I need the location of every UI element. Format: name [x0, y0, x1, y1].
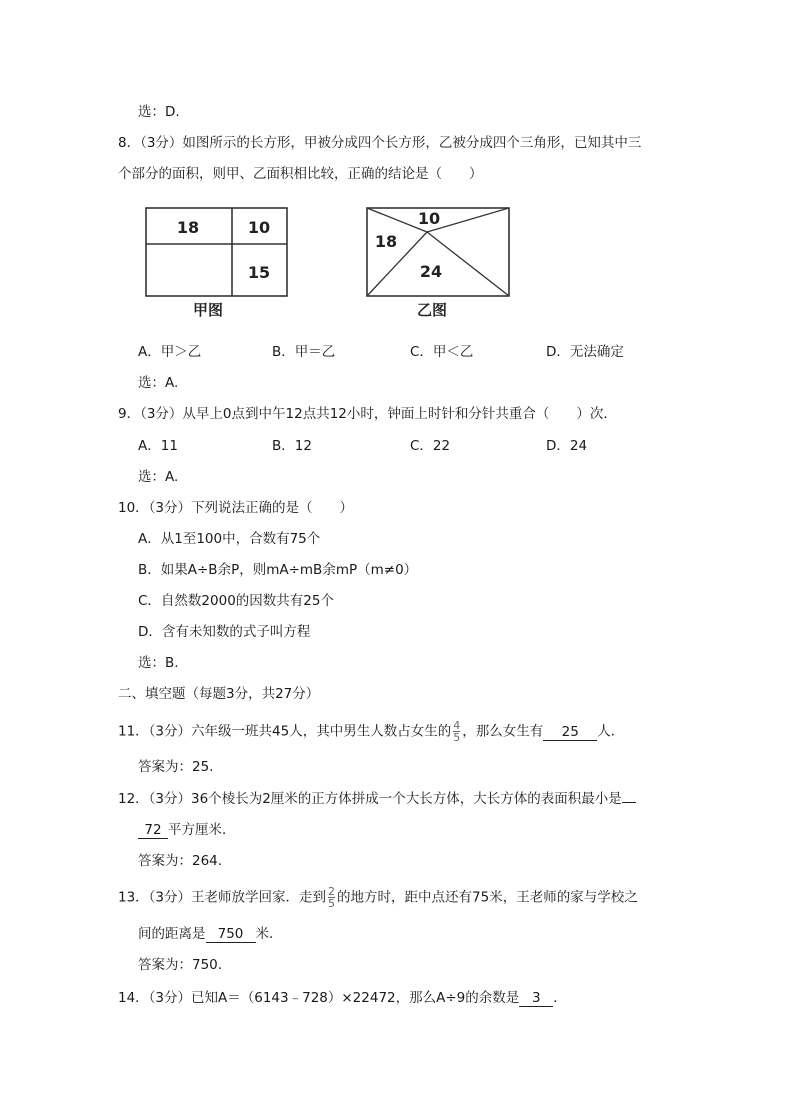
q14-stem [118, 989, 567, 1007]
q13-answer: 答案为：750. [138, 957, 223, 973]
q10-option-b: B．如果A÷B余P，则mA÷mB余mP（m≠0） [138, 562, 418, 578]
q13-text-pre: 13．（3分）王老师放学回家．走到 [118, 889, 327, 906]
figure-jia-value-10: 10 [247, 218, 271, 237]
q11-fraction [453, 720, 460, 743]
q14-text-pre: 14．（3分）已知A＝（6143﹣728）×22472，那么A÷9的余数是 [118, 990, 520, 1006]
q11-text-mid: ，那么女生有 [462, 723, 544, 740]
q12-stem-line2 [138, 821, 236, 839]
q13-answer-blank: 750 [206, 926, 256, 943]
q9-option-b: B．12 [272, 438, 312, 454]
q13-text-line2: 间的距离是 [138, 926, 206, 942]
q8-stem-line2: 个部分的面积，则甲、乙面积相比较，正确的结论是（ ） [118, 166, 483, 182]
q10-answer: 选：B. [138, 655, 179, 671]
q12-stem-line1 [118, 790, 636, 808]
q13-text-mid: 的地方时，距中点还有75米，王老师的家与学校之 [337, 889, 638, 906]
q13-fraction-denominator: 5 [328, 897, 336, 910]
q8-option-d: D．无法确定 [546, 344, 624, 360]
figure-yi [360, 202, 520, 322]
q11-answer-blank: 25 [543, 724, 597, 741]
q12-text-post: 平方厘米． [168, 822, 236, 838]
q11-fraction-denominator: 5 [453, 731, 461, 744]
q8-answer: 选：A. [138, 375, 179, 391]
q13-stem-line1 [118, 886, 638, 909]
q12-answer: 答案为：264. [138, 853, 223, 869]
q12-answer-blank: 72 [138, 822, 168, 839]
q11-fraction-numerator: 4 [453, 719, 461, 732]
q12-text: 12．（3分）36个棱长为2厘米的正方体拼成一个大长方体，大长方体的表面积最小是 [118, 791, 622, 807]
q13-fraction-numerator: 2 [328, 885, 336, 898]
q12-blank-tail [622, 802, 636, 803]
q9-stem: 9．（3分）从早上0点到中午12点共12小时，钟面上时针和分针共重合（ ）次． [118, 406, 617, 422]
q11-text-post: 人． [597, 723, 625, 740]
figure-jia-value-15: 15 [247, 263, 271, 282]
q9-option-a: A．11 [138, 438, 178, 454]
q11-text-pre: 11．（3分）六年级一班共45人，其中男生人数占女生的 [118, 723, 452, 740]
q13-stem-line2 [138, 925, 283, 943]
figure-yi-value-18: 18 [374, 232, 398, 251]
q10-option-d: D．含有未知数的式子叫方程 [138, 624, 311, 640]
section-heading: 二、填空题（每题3分，共27分） [118, 686, 320, 702]
q10-option-a: A．从1至100中，合数有75个 [138, 531, 321, 547]
q7-answer: 选：D. [138, 104, 180, 120]
figure-jia [140, 202, 300, 322]
q10-stem: 10．（3分）下列说法正确的是（ ） [118, 500, 354, 516]
q11-stem [118, 720, 624, 743]
q14-answer-blank: 3 [519, 990, 553, 1007]
q9-answer: 选：A. [138, 469, 179, 485]
q8-option-b: B．甲＝乙 [272, 344, 336, 360]
q9-option-d: D．24 [546, 438, 588, 454]
q14-text-post: ． [553, 990, 567, 1006]
figure-jia-caption: 甲图 [192, 301, 224, 319]
q8-option-a: A．甲＞乙 [138, 344, 202, 360]
figure-yi-value-10: 10 [417, 209, 441, 228]
figure-yi-caption: 乙图 [416, 301, 448, 319]
q13-fraction [328, 886, 335, 909]
q8-option-c: C．甲＜乙 [410, 344, 474, 360]
q8-stem-line1: 8．（3分）如图所示的长方形，甲被分成四个长方形，乙被分成四个三角形，已知其中三 [118, 135, 642, 151]
q9-option-c: C．22 [410, 438, 451, 454]
figure-jia-value-18: 18 [176, 218, 200, 237]
q11-answer: 答案为：25. [138, 759, 214, 775]
q10-option-c: C．自然数2000的因数共有25个 [138, 593, 334, 609]
q13-text-post: 米． [255, 926, 283, 942]
figure-yi-value-24: 24 [419, 262, 443, 281]
